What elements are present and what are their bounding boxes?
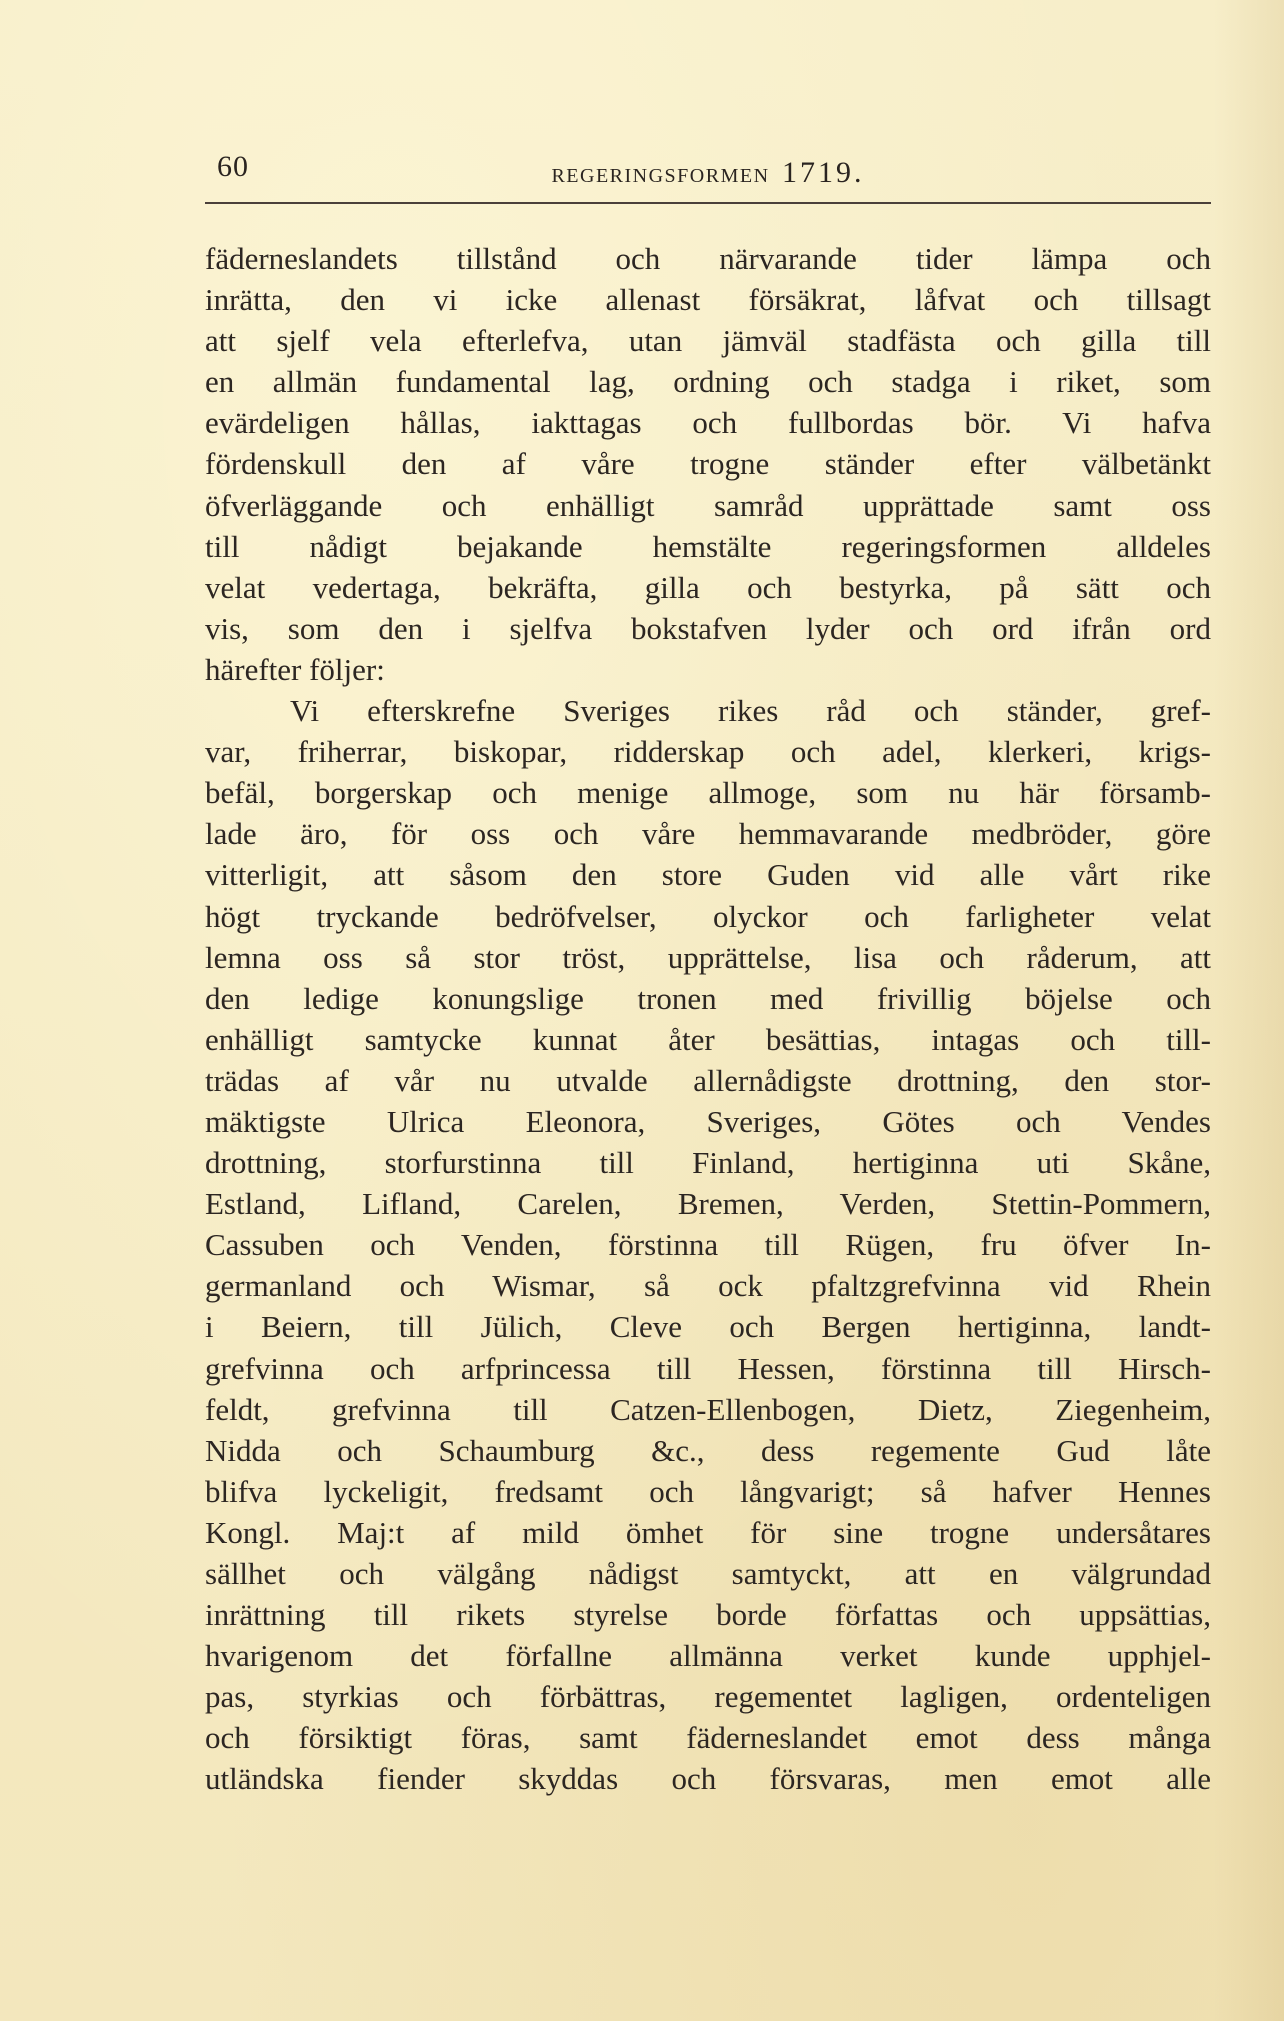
text-line: inrätta, den vi icke allenast försäkrat, låfvat och tillsagt (205, 282, 1211, 318)
text-line: blifva lyckeligit, fredsamt och långvarigt; så hafver Hennes (205, 1473, 1211, 1509)
page-header (205, 150, 1211, 190)
text-line: och försiktigt föras, samt fäderneslandet emot dess många (205, 1720, 1211, 1756)
text-line: trädas af vår nu utvalde allernådigste drottning, den stor- (205, 1062, 1211, 1098)
text-line: sällhet och välgång nådigst samtyckt, att en välgrundad (205, 1556, 1211, 1591)
text-line: grefvinna och arfprincessa till Hessen, förstinna till Hirsch- (205, 1350, 1211, 1386)
text-line: mäktigste Ulrica Eleonora, Sveriges, Götes och Vendes (205, 1103, 1211, 1139)
text-line: enhälligt samtycke kunnat åter besättias, intagas och till- (205, 1021, 1211, 1057)
text-line: var, friherrar, biskopar, ridderskap och adel, klerkeri, krigs- (205, 734, 1211, 770)
text-line: drottning, storfurstinna till Finland, hertiginna uti Skåne, (205, 1145, 1211, 1181)
text-line: hvarigenom det förfallne allmänna verket kunde upphjel- (205, 1638, 1211, 1674)
text-line-paragraph-end: härefter följer: (205, 651, 385, 687)
text-line: germanland och Wismar, så ock pfaltzgrefvinna vid Rhein (205, 1268, 1211, 1304)
header-rule (205, 202, 1211, 204)
text-line: Cassuben och Venden, förstinna till Rügen, fru öfver In- (205, 1227, 1211, 1263)
text-line-paragraph-start: Vi efterskrefne Sveriges rikes råd och ständer, gref- (290, 693, 1211, 729)
text-line: högt tryckande bedröfvelser, olyckor och farligheter velat (205, 898, 1211, 934)
text-line: lemna oss så stor tröst, upprättelse, lisa och råderum, att (205, 939, 1211, 975)
text-line: velat vedertaga, bekräfta, gilla och bestyrka, på sätt och (205, 569, 1211, 605)
running-title (205, 156, 1211, 190)
text-line: Estland, Lifland, Carelen, Bremen, Verden, Stettin-Pommern, (205, 1186, 1211, 1222)
text-line: befäl, borgerskap och menige allmoge, som nu här församb- (205, 775, 1211, 811)
text-line: fördenskull den af våre trogne ständer efter välbetänkt (205, 446, 1211, 482)
text-line: en allmän fundamental lag, ordning och stadga i riket, som (205, 364, 1211, 400)
text-line: Nidda och Schaumburg &c., dess regemente Gud låte (205, 1432, 1211, 1468)
text-line: i Beiern, till Jülich, Cleve och Bergen hertiginna, landt- (205, 1309, 1211, 1345)
text-line: pas, styrkias och förbättras, regementet lagligen, ordenteligen (205, 1679, 1211, 1715)
text-line: till nådigt bejakande hemstälte regeringsformen alldeles (205, 528, 1211, 564)
text-line: den ledige konungslige tronen med frivillig böjelse och (205, 980, 1211, 1016)
text-line: lade äro, för oss och våre hemmavarande medbröder, göre (205, 816, 1211, 852)
text-line: att sjelf vela efterlefva, utan jämväl stadfästa och gilla till (205, 323, 1211, 359)
body-text (205, 238, 1211, 1800)
text-line: utländska fiender skyddas och försvaras, men emot alle (205, 1761, 1211, 1797)
text-line: inrättning till rikets styrelse borde författas och uppsättias, (205, 1597, 1211, 1633)
text-line: öfverläggande och enhälligt samråd upprättade samt oss (205, 487, 1211, 523)
text-line: vitterligit, att såsom den store Guden vid alle vårt rike (205, 857, 1211, 893)
text-line: evärdeligen hållas, iakttagas och fullbordas bör. Vi hafva (205, 405, 1211, 441)
running-title-text: REGERINGSFORMEN (551, 165, 770, 187)
text-line: feldt, grefvinna till Catzen-Ellenbogen, Dietz, Ziegenheim, (205, 1391, 1211, 1427)
text-line: vis, som den i sjelfva bokstafven lyder och ord ifrån ord (205, 610, 1211, 646)
running-title-year: 1719. (782, 156, 865, 189)
text-line: Kongl. Maj:t af mild ömhet för sine trogne undersåtares (205, 1514, 1211, 1550)
text-line: fäderneslandets tillstånd och närvarande tider lämpa och (205, 241, 1211, 276)
page-number: 60 (217, 150, 249, 183)
